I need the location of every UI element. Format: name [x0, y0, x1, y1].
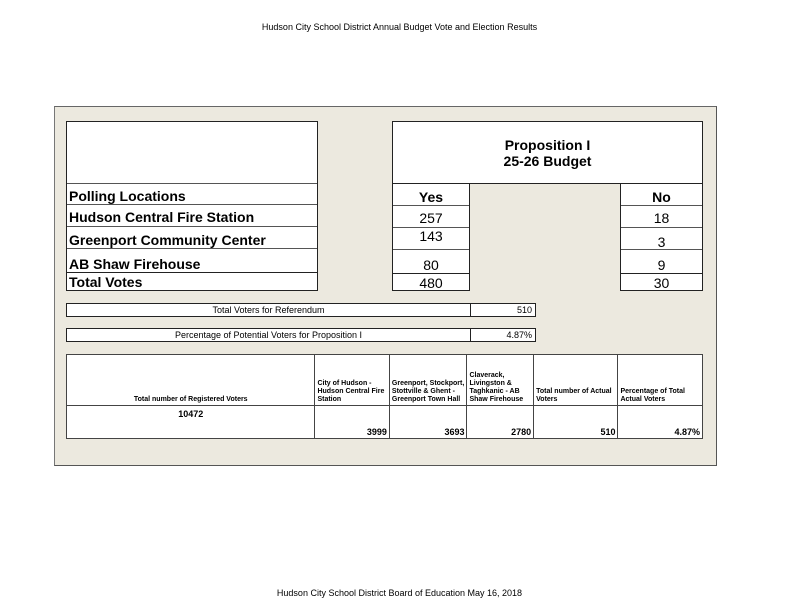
yes-value: 257 [393, 205, 469, 227]
proposition-header [392, 121, 703, 184]
location-row: Hudson Central Fire Station [67, 204, 317, 226]
header-percentage-actual: Percentage of Total Actual Voters [618, 355, 703, 406]
header-registered-voters: Total number of Registered Voters [67, 355, 315, 406]
registered-voters-value: 10472 [67, 406, 315, 439]
claverack-value: 2780 [467, 406, 534, 439]
registration-value-row [67, 406, 703, 439]
total-voters-value: 510 [470, 303, 536, 317]
yes-total: 480 [393, 273, 469, 291]
no-value: 9 [621, 249, 702, 273]
header-claverack: Claverack, Livingston & Taghkanic - AB Shaw Firehouse [467, 355, 534, 406]
header-actual-voters: Total number of Actual Voters [534, 355, 618, 406]
polling-locations-header: Polling Locations [67, 183, 317, 204]
no-column [620, 183, 703, 291]
registration-table [66, 354, 703, 439]
document-footer: Hudson City School District Board of Education May 16, 2018 [276, 588, 523, 598]
no-header: No [652, 189, 671, 205]
no-total: 30 [621, 273, 702, 291]
yes-column [392, 183, 470, 291]
yes-header: Yes [418, 189, 444, 205]
no-value: 3 [621, 227, 702, 249]
greenport-value: 3693 [389, 406, 467, 439]
registration-header-row [67, 355, 703, 406]
location-row: Greenport Community Center [67, 226, 317, 248]
header-hudson-central: City of Hudson - Hudson Central Fire Station [315, 355, 389, 406]
proposition-subtitle: 25-26 Budget [503, 153, 592, 169]
polling-locations-box [66, 121, 318, 291]
no-value: 18 [621, 205, 702, 227]
header-greenport: Greenport, Stockport, Stottville & Ghent - Greenport Town Hall [389, 355, 467, 406]
percentage-value: 4.87% [470, 328, 536, 342]
total-votes-label: Total Votes [67, 272, 317, 290]
yes-value: 80 [393, 249, 469, 273]
proposition-title: Proposition I [504, 137, 591, 153]
yes-value: 143 [393, 227, 469, 249]
location-row: AB Shaw Firehouse [67, 248, 317, 272]
total-voters-label: Total Voters for Referendum [66, 303, 471, 317]
actual-voters-value: 510 [534, 406, 618, 439]
hudson-central-value: 3999 [315, 406, 389, 439]
percentage-actual-value: 4.87% [618, 406, 703, 439]
percentage-label: Percentage of Potential Voters for Proposition I [66, 328, 471, 342]
document-title: Hudson City School District Annual Budget Vote and Election Results [261, 22, 538, 32]
